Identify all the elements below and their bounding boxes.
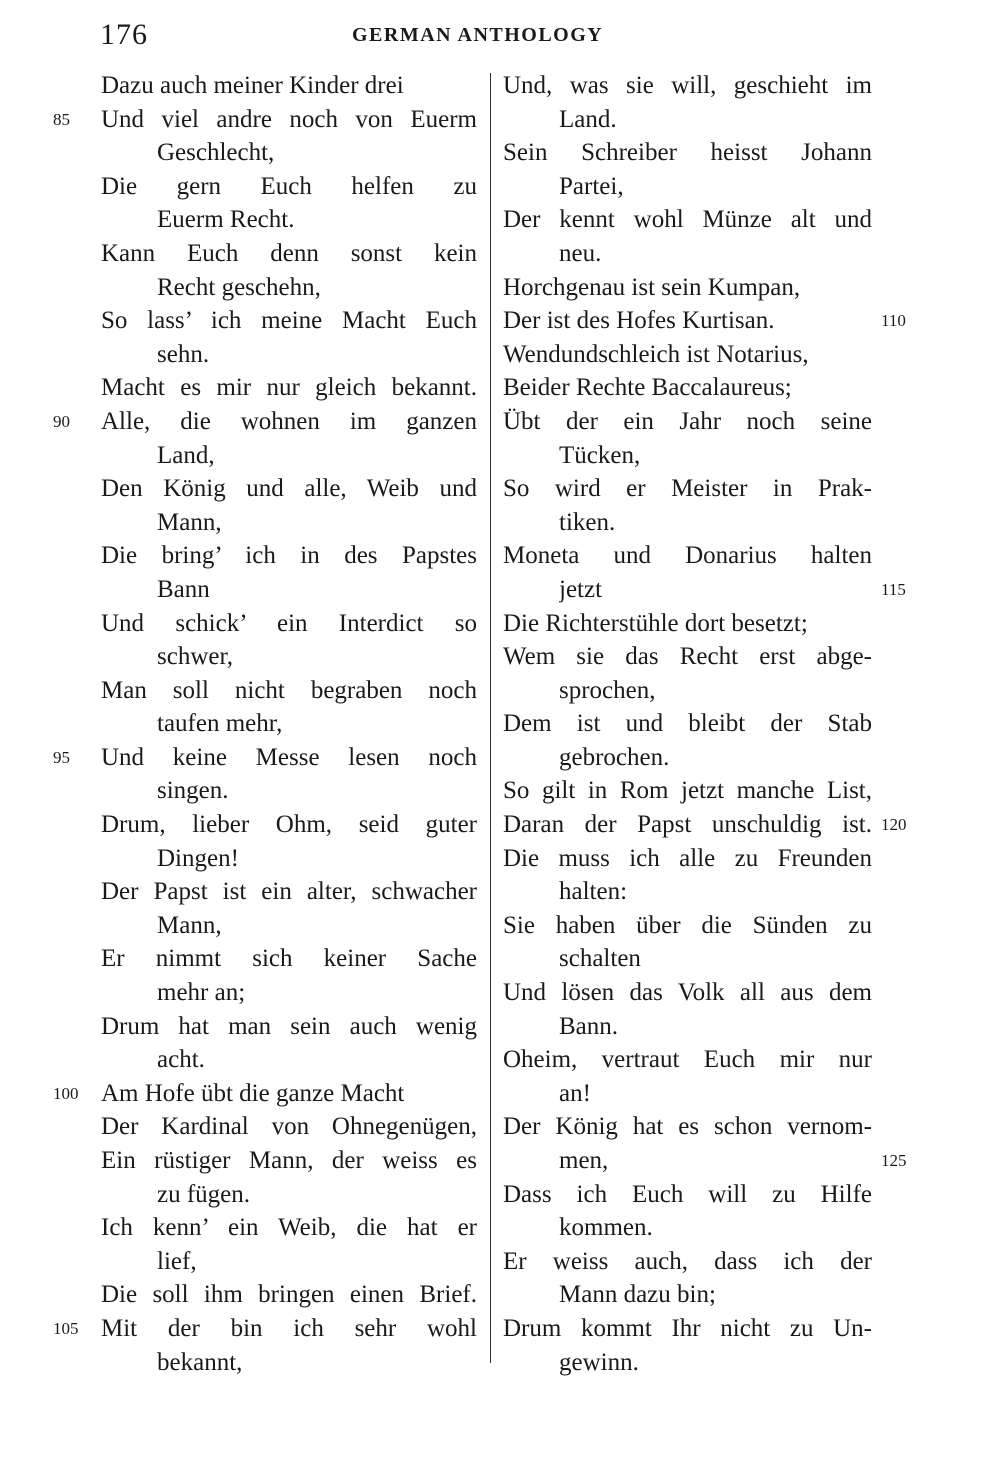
verse-text: singen. bbox=[157, 777, 229, 805]
verse-line bbox=[503, 338, 872, 372]
verse-line bbox=[101, 1010, 477, 1044]
verse-text: Die Richterstühle dort besetzt; bbox=[503, 609, 808, 637]
verse-line bbox=[101, 271, 477, 305]
page-header bbox=[0, 18, 1000, 54]
verse-text: Macht es mir nur gleich bekannt. bbox=[101, 374, 477, 402]
verse-text: Und viel andre noch von Euerm bbox=[101, 105, 477, 133]
verse-line bbox=[503, 136, 872, 170]
verse-line bbox=[503, 774, 872, 808]
verse-line bbox=[503, 203, 872, 237]
verse-line bbox=[503, 1278, 872, 1312]
verse-text: Dingen! bbox=[157, 844, 239, 872]
verse-text: Sein Schreiber heisst Johann bbox=[503, 139, 872, 167]
verse-text: Land, bbox=[157, 441, 215, 469]
verse-text: zu fügen. bbox=[157, 1180, 251, 1208]
verse-line bbox=[101, 1178, 477, 1212]
verse-line bbox=[101, 1245, 477, 1279]
verse-line bbox=[503, 1312, 872, 1346]
verse-text: Alle, die wohnen im ganzen bbox=[101, 407, 477, 435]
verse-text: Dazu auch meiner Kinder drei bbox=[101, 72, 404, 99]
verse-text: tiken. bbox=[559, 508, 616, 536]
line-number: 90 bbox=[53, 411, 70, 431]
verse-text: schwer, bbox=[157, 643, 234, 671]
verse-text: gebrochen. bbox=[559, 743, 670, 771]
verse-line bbox=[503, 741, 872, 775]
verse-text: Der kennt wohl Münze alt und bbox=[503, 206, 872, 234]
verse-text: mehr an; bbox=[157, 979, 246, 1007]
verse-line bbox=[101, 506, 477, 540]
verse-text: Der Kardinal von Ohnegenügen, bbox=[101, 1113, 477, 1141]
line-number: 95 bbox=[53, 747, 70, 767]
verse-line bbox=[503, 1245, 872, 1279]
verse-line bbox=[101, 707, 477, 741]
verse-line bbox=[101, 472, 477, 506]
verse-text: Bann. bbox=[559, 1012, 619, 1040]
verse-line bbox=[503, 573, 906, 607]
verse-line bbox=[101, 640, 477, 674]
verse-line bbox=[503, 472, 872, 506]
verse-line bbox=[503, 539, 872, 573]
verse-text: Mann dazu bin; bbox=[559, 1281, 716, 1309]
verse-line bbox=[503, 842, 872, 876]
verse-line bbox=[101, 942, 477, 976]
verse-text: Mann, bbox=[157, 508, 222, 536]
verse-line bbox=[101, 1211, 477, 1245]
verse-line bbox=[101, 539, 477, 573]
verse-line bbox=[503, 1077, 872, 1111]
line-number: 85 bbox=[53, 109, 70, 129]
verse-text: Er nimmt sich keiner Sache bbox=[101, 945, 477, 973]
verse-line bbox=[53, 103, 477, 137]
verse-text: Mann, bbox=[157, 911, 222, 939]
verse-line bbox=[503, 607, 872, 641]
verse-line bbox=[101, 842, 477, 876]
verse-text: sehn. bbox=[157, 340, 210, 368]
verse-line bbox=[101, 371, 477, 405]
line-number: 110 bbox=[881, 311, 906, 331]
verse-line bbox=[53, 1077, 477, 1111]
verse-text: Dass ich Euch will zu Hilfe bbox=[503, 1180, 872, 1208]
verse-text: Die bring’ ich in des Papstes bbox=[101, 542, 477, 570]
verse-line bbox=[101, 1043, 477, 1077]
verse-text: Die muss ich alle zu Freunden bbox=[503, 844, 872, 872]
verse-line bbox=[101, 808, 477, 842]
verse-text: Der ist des Hofes Kurtisan. bbox=[503, 307, 775, 335]
verse-text: Übt der ein Jahr noch seine bbox=[503, 407, 872, 435]
verse-line bbox=[503, 640, 872, 674]
verse-text: jetzt bbox=[559, 575, 603, 603]
verse-text: Der Papst ist ein alter, schwacher bbox=[101, 878, 477, 906]
verse-line bbox=[503, 1043, 872, 1077]
verse-text: Der König hat es schon vernom- bbox=[503, 1113, 872, 1141]
verse-text: acht. bbox=[157, 1046, 205, 1074]
verse-text: So wird er Meister in Prak- bbox=[503, 475, 872, 503]
line-number: 120 bbox=[881, 815, 907, 835]
verse-text: Drum, lieber Ohm, seid guter bbox=[101, 811, 477, 839]
verse-text: Partei, bbox=[559, 172, 624, 200]
verse-line bbox=[101, 69, 477, 103]
page-number: 176 bbox=[100, 18, 148, 51]
verse-line bbox=[503, 439, 872, 473]
verse-line bbox=[503, 405, 872, 439]
verse-text: Land. bbox=[559, 105, 617, 133]
verse-text: So gilt in Rom jetzt manche List, bbox=[503, 777, 872, 805]
verse-line bbox=[503, 1211, 872, 1245]
verse-line bbox=[101, 1278, 477, 1312]
line-number: 125 bbox=[881, 1151, 907, 1170]
verse-line bbox=[503, 707, 872, 741]
verse-line bbox=[503, 875, 872, 909]
verse-line bbox=[503, 371, 872, 405]
verse-line bbox=[101, 674, 477, 708]
line-number: 105 bbox=[53, 1318, 79, 1338]
verse-text: Drum kommt Ihr nicht zu Un- bbox=[503, 1314, 872, 1342]
verse-text: Recht geschehn, bbox=[157, 273, 321, 301]
verse-text: Oheim, vertraut Euch mir nur bbox=[503, 1046, 872, 1074]
verse-line bbox=[53, 741, 477, 775]
verse-line bbox=[503, 674, 872, 708]
verse-line bbox=[503, 942, 872, 976]
verse-text: Geschlecht, bbox=[157, 139, 275, 167]
verse-line bbox=[101, 338, 477, 372]
verse-line bbox=[503, 1110, 872, 1144]
line-number: 100 bbox=[53, 1083, 79, 1103]
column-divider bbox=[490, 73, 491, 1363]
verse-line bbox=[101, 1144, 477, 1178]
verse-line bbox=[101, 304, 477, 338]
verse-text: men, bbox=[559, 1147, 609, 1174]
verse-line bbox=[503, 1346, 872, 1380]
verse-line bbox=[101, 573, 477, 607]
verse-line bbox=[101, 875, 477, 909]
verse-text: Sie haben über die Sünden zu bbox=[503, 911, 872, 939]
verse-text: halten: bbox=[559, 878, 628, 906]
running-title: GERMAN ANTHOLOGY bbox=[352, 24, 604, 46]
verse-text: schalten bbox=[559, 945, 641, 973]
verse-text: Die gern Euch helfen zu bbox=[101, 172, 477, 200]
verse-text: Den König und alle, Weib und bbox=[101, 475, 477, 503]
verse-text: kommen. bbox=[559, 1214, 653, 1242]
verse-text: Mit der bin ich sehr wohl bbox=[101, 1314, 477, 1342]
verse-text: Tücken, bbox=[559, 441, 641, 469]
verse-line bbox=[101, 607, 477, 641]
verse-line bbox=[503, 1178, 872, 1212]
verse-text: Er weiss auch, dass ich der bbox=[503, 1247, 872, 1275]
right-column bbox=[503, 69, 907, 1379]
verse-line bbox=[101, 1346, 477, 1380]
verse-line bbox=[101, 774, 477, 808]
verse-line bbox=[503, 909, 872, 943]
verse-text: Wem sie das Recht erst abge- bbox=[503, 643, 872, 671]
verse-line bbox=[503, 1144, 907, 1178]
verse-line bbox=[101, 439, 477, 473]
verse-text: Und keine Messe lesen noch bbox=[101, 743, 477, 771]
verse-text: Man soll nicht begraben noch bbox=[101, 676, 477, 704]
verse-text: Moneta und Donarius halten bbox=[503, 542, 872, 570]
verse-line bbox=[101, 170, 477, 204]
verse-text: Dem ist und bleibt der Stab bbox=[503, 710, 872, 738]
verse-line bbox=[101, 1110, 477, 1144]
verse-line bbox=[53, 405, 477, 439]
verse-line bbox=[503, 1010, 872, 1044]
verse-text: Und lösen das Volk all aus dem bbox=[503, 979, 872, 1007]
verse-line bbox=[503, 237, 872, 271]
verse-line bbox=[503, 271, 872, 305]
verse-text: Euerm Recht. bbox=[157, 206, 295, 234]
verse-text: Drum hat man sein auch wenig bbox=[101, 1012, 477, 1040]
verse-text: Beider Rechte Baccalaureus; bbox=[503, 374, 792, 402]
verse-line bbox=[503, 808, 907, 842]
verse-text: neu. bbox=[559, 239, 602, 267]
verse-line bbox=[503, 103, 872, 137]
verse-text: bekannt, bbox=[157, 1348, 243, 1376]
verse-line bbox=[101, 203, 477, 237]
verse-text: So lass’ ich meine Macht Euch bbox=[101, 307, 477, 335]
verse-text: Und, was sie will, geschieht im bbox=[503, 72, 872, 99]
verse-line bbox=[503, 976, 872, 1010]
verse-line bbox=[503, 69, 872, 103]
verse-text: Horchgenau ist sein Kumpan, bbox=[503, 273, 801, 301]
verse-text: Wendundschleich ist Notarius, bbox=[503, 340, 809, 368]
verse-text: gewinn. bbox=[559, 1348, 639, 1376]
verse-line bbox=[503, 304, 906, 338]
line-number: 115 bbox=[881, 579, 906, 599]
verse-text: Ein rüstiger Mann, der weiss es bbox=[101, 1147, 477, 1174]
verse-line bbox=[101, 136, 477, 170]
verse-line bbox=[53, 1312, 477, 1346]
verse-text: sprochen, bbox=[559, 676, 656, 704]
verse-line bbox=[503, 170, 872, 204]
verse-text: lief, bbox=[157, 1247, 197, 1275]
left-column bbox=[53, 69, 477, 1379]
verse-line bbox=[101, 237, 477, 271]
verse-text: Ich kenn’ ein Weib, die hat er bbox=[101, 1214, 477, 1242]
verse-text: Bann bbox=[157, 575, 210, 603]
verse-text: taufen mehr, bbox=[157, 710, 283, 738]
verse-line bbox=[101, 976, 477, 1010]
verse-text: Und schick’ ein Interdict so bbox=[101, 609, 477, 637]
verse-text: an! bbox=[559, 1079, 591, 1107]
verse-text: Daran der Papst unschuldig ist. bbox=[503, 811, 872, 839]
verse-line bbox=[503, 506, 872, 540]
verse-line bbox=[101, 909, 477, 943]
verse-text: Die soll ihm bringen einen Brief. bbox=[101, 1281, 477, 1309]
verse-text: Am Hofe übt die ganze Macht bbox=[101, 1079, 405, 1107]
verse-text: Kann Euch denn sonst kein bbox=[101, 239, 477, 267]
